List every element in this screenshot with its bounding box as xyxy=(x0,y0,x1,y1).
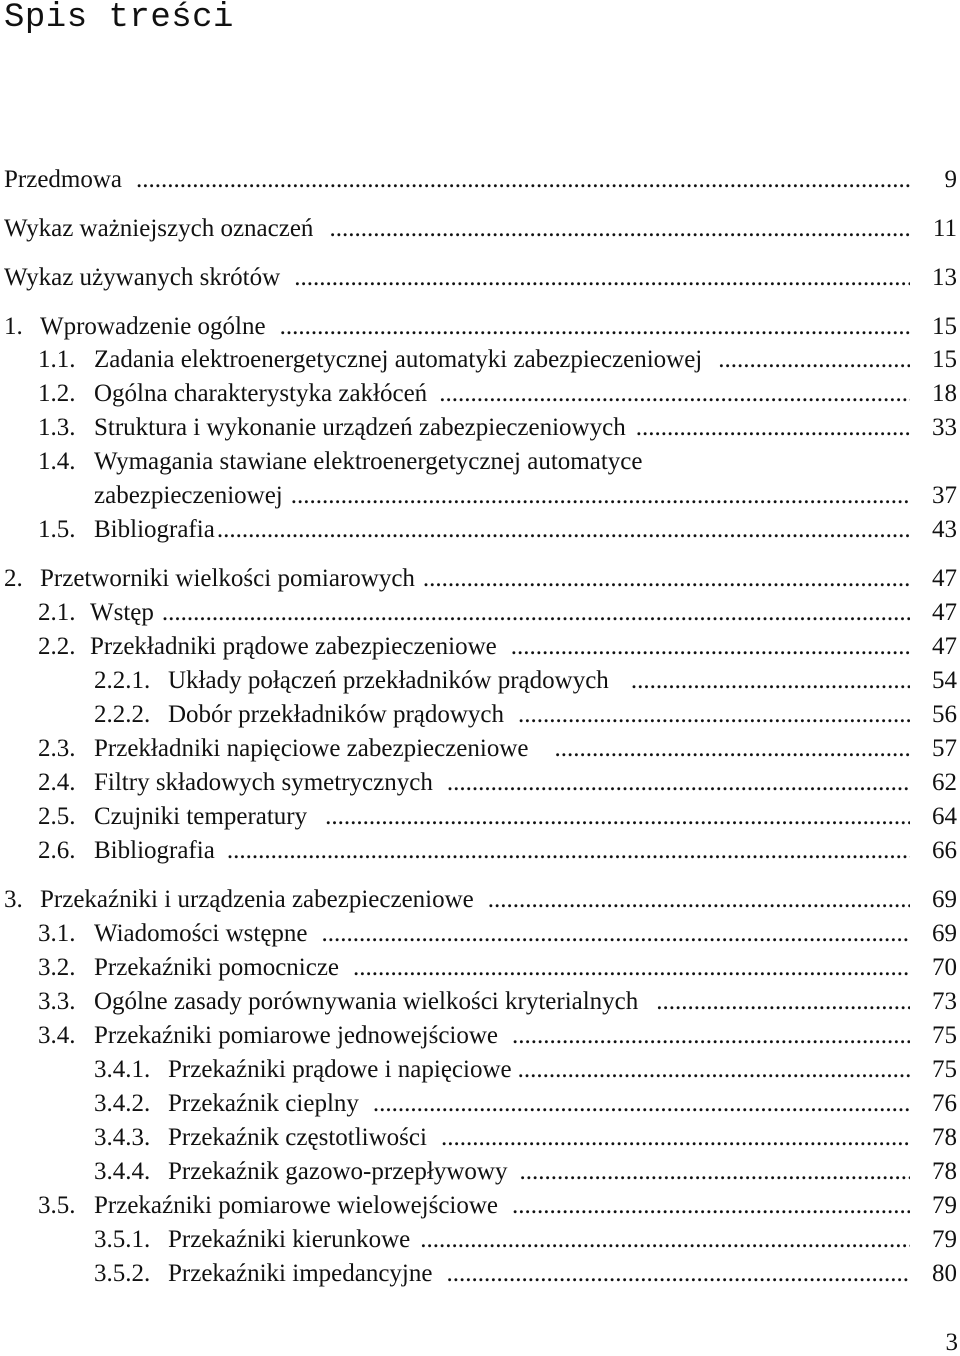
toc-entry-number: 2. xyxy=(4,565,23,592)
toc-entry-number: 2.4. xyxy=(38,769,76,796)
toc-entry[interactable] xyxy=(0,515,960,545)
toc-entry-page: 47 xyxy=(932,633,957,660)
toc-entry-title: Przekaźniki impedancyjne xyxy=(168,1260,433,1287)
toc-leader xyxy=(427,379,910,409)
toc-entry-number: 3.4.1. xyxy=(94,1056,151,1083)
toc-entry-page: 54 xyxy=(932,667,957,694)
toc-entry-title: Przekaźniki pomiarowe wielowejściowe xyxy=(94,1192,499,1219)
toc-entry-number: 3.4. xyxy=(38,1022,76,1049)
toc-entry-title: Przekaźniki i urządzenia zabezpieczeniowe xyxy=(40,886,474,913)
toc-entry-number: 3.2. xyxy=(38,954,76,981)
toc-leader xyxy=(507,1157,910,1187)
toc-leader xyxy=(313,214,910,244)
toc-entry[interactable] xyxy=(0,768,960,798)
toc-entry-title: Przekaźniki pomocnicze xyxy=(94,954,340,981)
toc-entry[interactable] xyxy=(0,214,960,244)
toc-entry-title: Przekładniki napięciowe zabezpieczeniowe xyxy=(94,735,529,762)
toc-entry[interactable] xyxy=(0,666,960,696)
toc-entry-title: Dobór przekładników prądowych xyxy=(168,701,505,728)
toc-entry-page: 66 xyxy=(932,837,957,864)
toc-entry-number: 3.4.2. xyxy=(94,1090,151,1117)
toc-entry-title: Przekaźnik częstotliwości xyxy=(168,1124,427,1151)
toc-entry-number: 3.5.2. xyxy=(94,1260,151,1287)
toc-entry[interactable] xyxy=(0,885,960,915)
toc-entry-page: 13 xyxy=(932,264,957,291)
toc-entry[interactable] xyxy=(0,447,960,477)
toc-entry-number: 2.2.2. xyxy=(94,701,151,728)
toc-entry[interactable] xyxy=(0,919,960,949)
toc-entry-page: 75 xyxy=(932,1022,957,1049)
toc-entry-title: Wstęp xyxy=(90,599,154,626)
toc-entry-title: Przekaźniki kierunkowe xyxy=(168,1226,411,1253)
toc-entry-number: 3.4.4. xyxy=(94,1158,151,1185)
toc-entry-title: Zadania elektroenergetycznej automatyki zabezpieczeniowej xyxy=(94,346,703,373)
toc-entry-title: Ogólne zasady porównywania wielkości kryterialnych xyxy=(94,988,639,1015)
toc-entry-page: 73 xyxy=(932,988,957,1015)
toc-entry-title: Przekaźnik gazowo-przepływowy xyxy=(168,1158,508,1185)
toc-entry[interactable] xyxy=(0,263,960,293)
toc-entry-page: 79 xyxy=(932,1226,957,1253)
toc-entry-number: 3.1. xyxy=(38,920,76,947)
toc-entry[interactable] xyxy=(0,564,960,594)
toc-leader xyxy=(474,885,910,915)
toc-entry-page: 47 xyxy=(932,565,957,592)
toc-entry[interactable] xyxy=(0,1259,960,1289)
toc-leader xyxy=(280,263,910,293)
toc-entry[interactable] xyxy=(0,1055,960,1085)
toc-entry-title: Wykaz ważniejszych oznaczeń xyxy=(4,215,314,242)
toc-entry-page: 62 xyxy=(932,769,957,796)
toc-entry-title: Wymagania stawiane elektroenergetycznej automatyce xyxy=(94,448,643,475)
toc-leader xyxy=(609,666,910,696)
toc-entry-number: 3.5. xyxy=(38,1192,76,1219)
toc-entry-title: zabezpieczeniowej xyxy=(94,482,283,509)
toc-leader xyxy=(504,700,910,730)
toc-entry-number: 2.2. xyxy=(38,633,76,660)
toc-entry-page: 80 xyxy=(932,1260,957,1287)
toc-entry-page: 9 xyxy=(944,166,957,193)
toc-entry[interactable] xyxy=(0,1089,960,1119)
toc-entry-number: 3.5.1. xyxy=(94,1226,151,1253)
toc-entry[interactable] xyxy=(0,379,960,409)
toc-entry[interactable] xyxy=(0,953,960,983)
toc-leader xyxy=(215,836,910,866)
toc-entry-page: 37 xyxy=(932,482,957,509)
toc-entry-title: Wprowadzenie ogólne xyxy=(40,313,266,340)
toc-entry-page: 79 xyxy=(932,1192,957,1219)
page-title: Spis treści xyxy=(4,0,234,37)
page-number: 3 xyxy=(945,1329,958,1356)
toc-entry[interactable] xyxy=(0,802,960,832)
toc-entry-title: Przekaźniki prądowe i napięciowe xyxy=(168,1056,512,1083)
toc-leader xyxy=(427,1123,910,1153)
toc-entry-page: 11 xyxy=(932,215,957,242)
toc-entry[interactable] xyxy=(0,700,960,730)
toc-entry-number: 2.2.1. xyxy=(94,667,151,694)
toc-entry-page: 75 xyxy=(932,1056,957,1083)
toc-leader xyxy=(512,1055,910,1085)
toc-entry[interactable] xyxy=(0,1225,960,1255)
toc-leader xyxy=(498,1021,910,1051)
toc-entry-number: 1.2. xyxy=(38,380,76,407)
toc-entry-page: 64 xyxy=(932,803,957,830)
toc-entry-title: Wykaz używanych skrótów xyxy=(4,264,281,291)
toc-entry-number: 1.5. xyxy=(38,516,76,543)
toc-entry-title: Układy połączeń przekładników prądowych xyxy=(168,667,609,694)
toc-entry-page: 69 xyxy=(932,920,957,947)
toc-entry-page: 33 xyxy=(932,414,957,441)
toc-entry[interactable] xyxy=(0,165,960,195)
toc-leader xyxy=(415,564,910,594)
toc-entry-page: 56 xyxy=(932,701,957,728)
toc-leader xyxy=(308,919,910,949)
toc-leader xyxy=(266,312,910,342)
toc-entry[interactable] xyxy=(0,1123,960,1153)
toc-entry-page: 15 xyxy=(932,313,957,340)
toc-leader xyxy=(339,953,910,983)
toc-entry-page: 18 xyxy=(932,380,957,407)
toc-entry[interactable] xyxy=(0,598,960,628)
toc-entry-number: 3.4.3. xyxy=(94,1124,151,1151)
toc-entry[interactable] xyxy=(0,312,960,342)
toc-entry-page: 47 xyxy=(932,599,957,626)
toc-entry-title: Przekaźnik cieplny xyxy=(168,1090,359,1117)
toc-entry-page: 43 xyxy=(932,516,957,543)
toc-entry-title: Filtry składowych symetrycznych xyxy=(94,769,433,796)
toc-entry[interactable] xyxy=(0,413,960,443)
toc-entry-title: Bibliografia xyxy=(94,837,215,864)
toc-entry[interactable] xyxy=(0,1191,960,1221)
toc-entry-number: 2.1. xyxy=(38,599,76,626)
toc-entry[interactable] xyxy=(0,836,960,866)
toc-entry[interactable] xyxy=(0,1021,960,1051)
toc-entry-page: 70 xyxy=(932,954,957,981)
toc-leader xyxy=(432,1259,910,1289)
toc-entry-title: Przekładniki prądowe zabezpieczeniowe xyxy=(90,633,497,660)
toc-entry-title: Ogólna charakterystyka zakłóceń xyxy=(94,380,428,407)
toc-leader xyxy=(154,598,910,628)
toc-entry-title: Bibliografia xyxy=(94,516,215,543)
toc-entry-number: 1. xyxy=(4,313,23,340)
toc-leader xyxy=(283,481,910,511)
toc-entry-title: Przetworniki wielkości pomiarowych xyxy=(40,565,415,592)
toc-leader xyxy=(433,768,910,798)
toc-entry[interactable] xyxy=(0,734,960,764)
toc-entry-page: 78 xyxy=(932,1124,957,1151)
toc-entry-page: 57 xyxy=(932,735,957,762)
toc-entry-number: 1.3. xyxy=(38,414,76,441)
toc-entry-number: 3. xyxy=(4,886,23,913)
toc-leader xyxy=(626,413,910,443)
toc-entry[interactable] xyxy=(0,987,960,1017)
toc-entry[interactable] xyxy=(0,345,960,375)
toc-leader xyxy=(410,1225,910,1255)
toc-entry-title: Przekaźniki pomiarowe jednowejściowe xyxy=(94,1022,499,1049)
toc-leader xyxy=(702,345,910,375)
toc-entry-page: 76 xyxy=(932,1090,957,1117)
toc-leader xyxy=(638,987,910,1017)
toc-leader xyxy=(307,802,910,832)
toc-leader xyxy=(498,1191,910,1221)
toc-entry-title: Przedmowa xyxy=(4,166,123,193)
toc-leader xyxy=(359,1089,910,1119)
toc-entry-title: Wiadomości wstępne xyxy=(94,920,308,947)
toc-entry[interactable] xyxy=(0,632,960,662)
toc-entry-page: 15 xyxy=(932,346,957,373)
toc-entry-number: 2.6. xyxy=(38,837,76,864)
toc-entry-number: 2.5. xyxy=(38,803,76,830)
toc-entry-number: 1.4. xyxy=(38,448,76,475)
toc-entry-title: Struktura i wykonanie urządzeń zabezpieczeniowych xyxy=(94,414,626,441)
toc-leader xyxy=(497,632,910,662)
toc-entry[interactable] xyxy=(0,1157,960,1187)
toc-entry-number: 2.3. xyxy=(38,735,76,762)
toc-entry-title: Czujniki temperatury xyxy=(94,803,308,830)
toc-entry[interactable] xyxy=(0,481,960,511)
toc-entry-page: 78 xyxy=(932,1158,957,1185)
toc-leader xyxy=(122,165,910,195)
toc-leader xyxy=(215,515,910,545)
toc-entry-number: 1.1. xyxy=(38,346,76,373)
toc-leader xyxy=(529,734,911,764)
toc-entry-number: 3.3. xyxy=(38,988,76,1015)
toc-entry-page: 69 xyxy=(932,886,957,913)
